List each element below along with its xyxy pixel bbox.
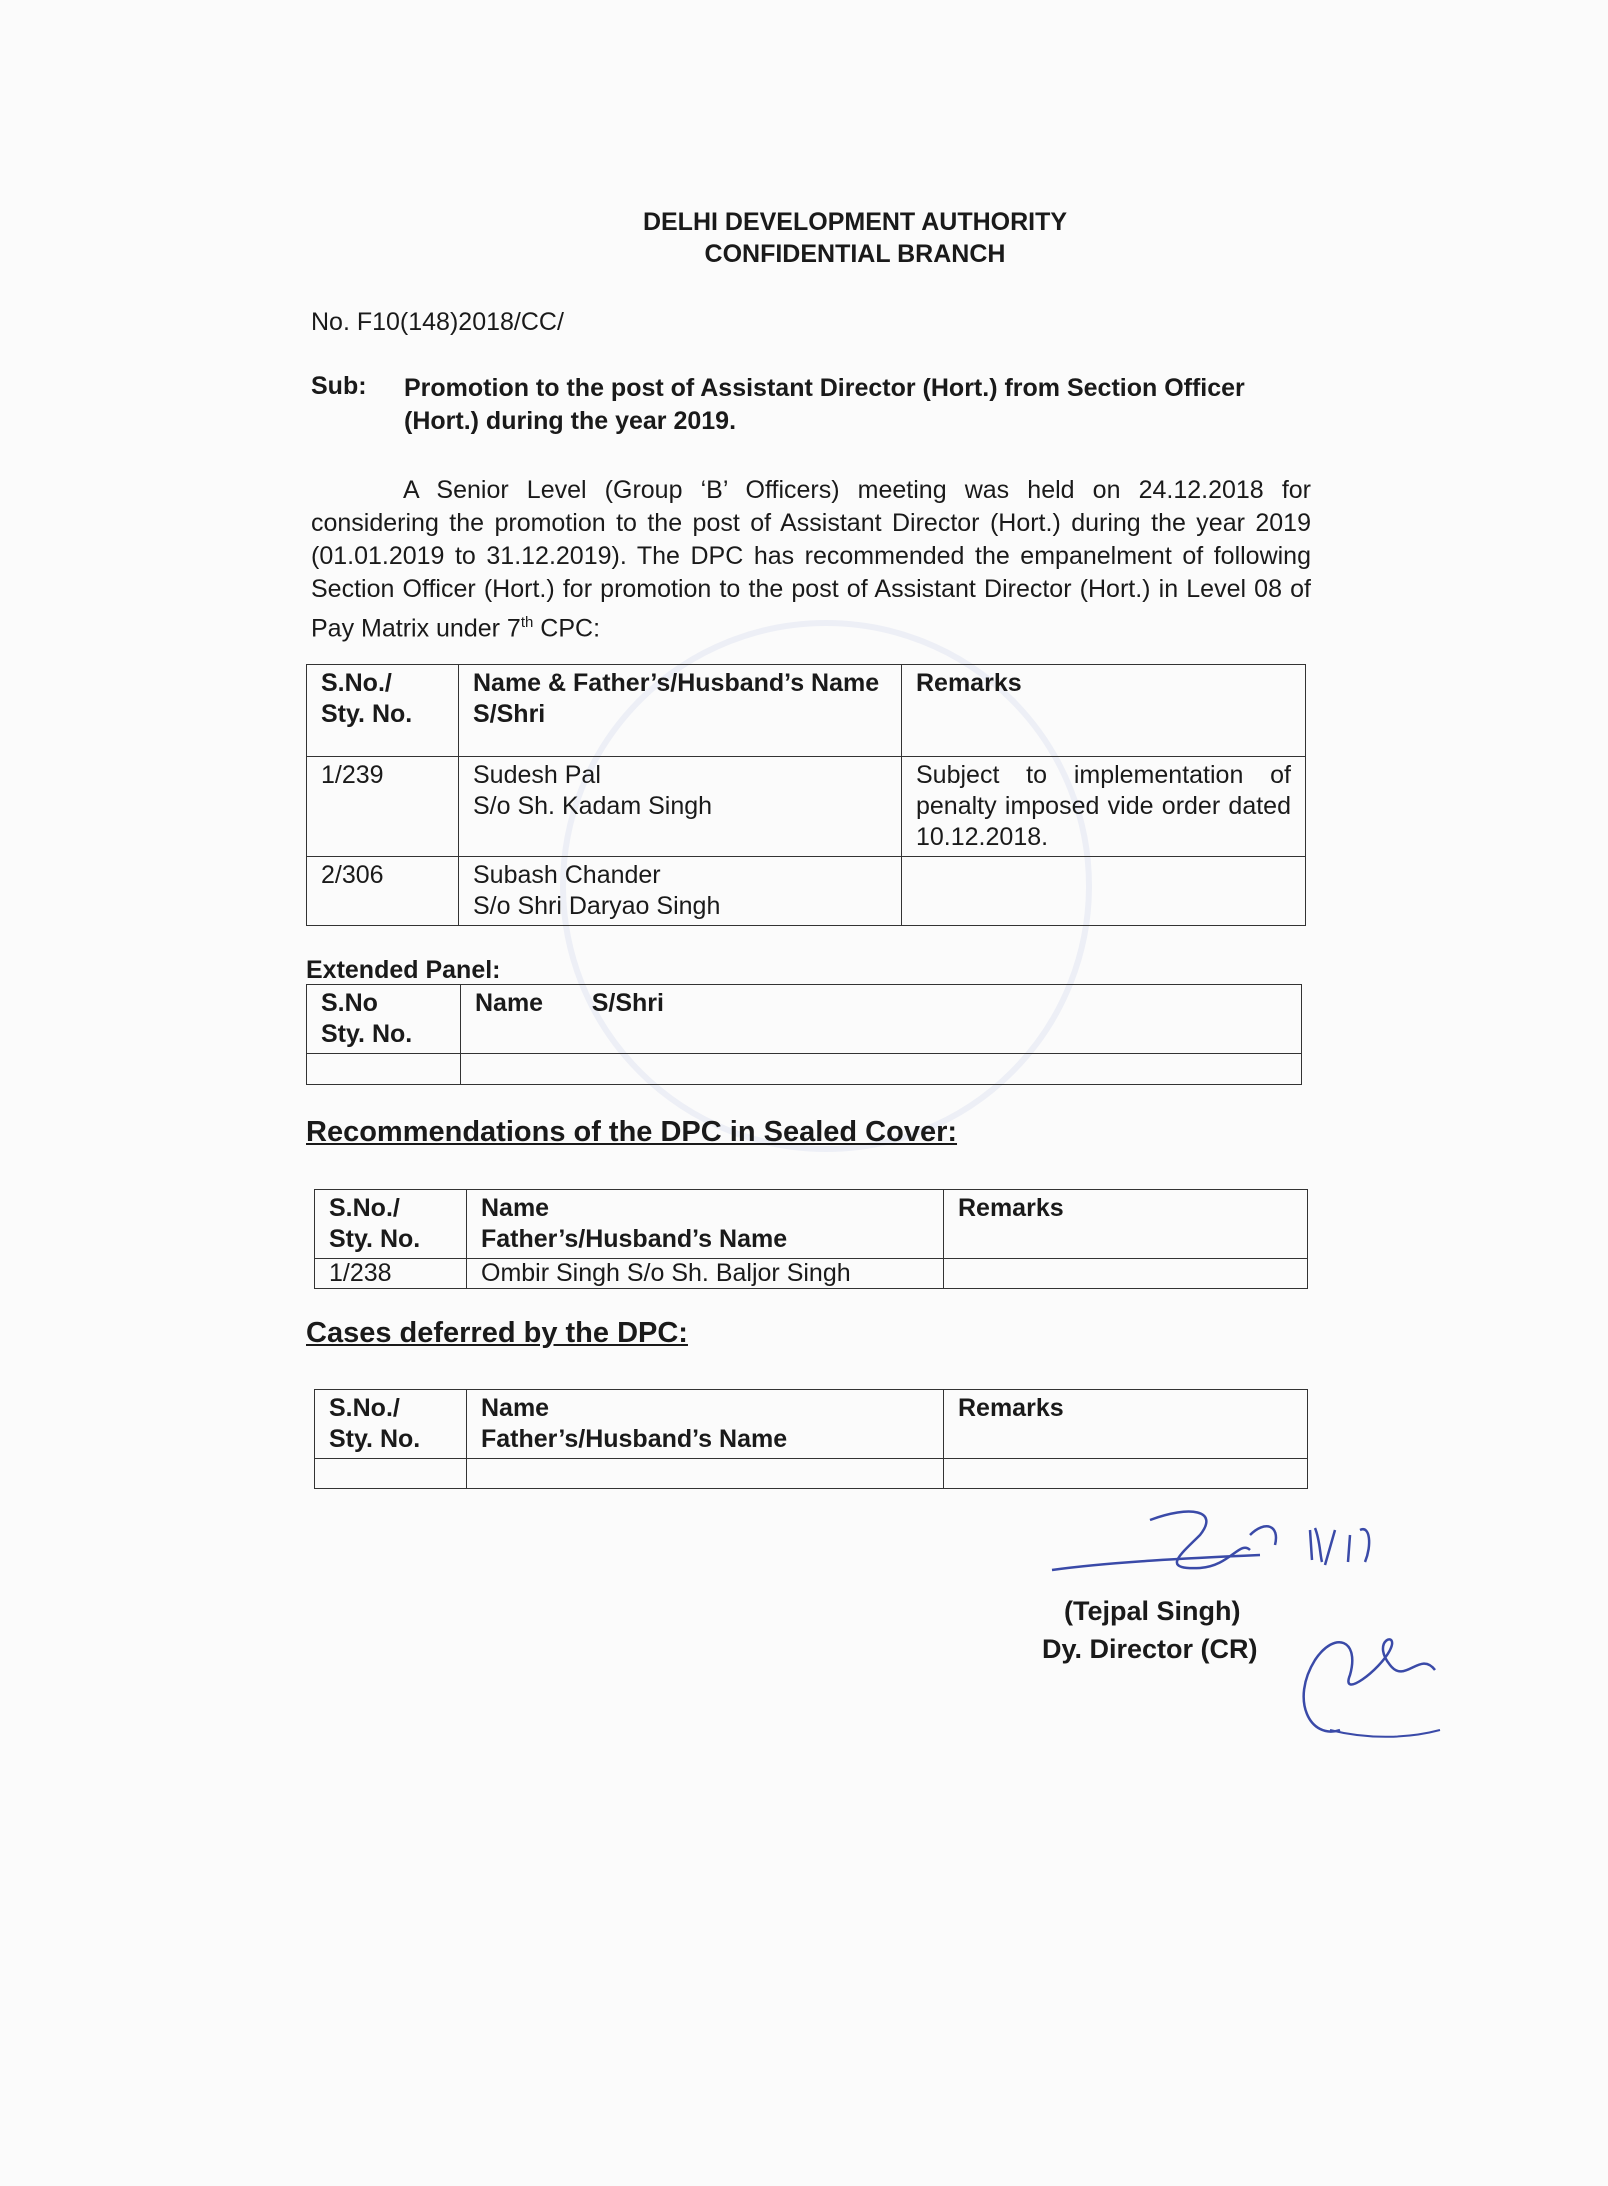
col-header-name: Name Father’s/Husband’s Name	[467, 1390, 944, 1459]
table-row-empty	[307, 1054, 1302, 1085]
table-row	[307, 857, 1306, 926]
row-remarks	[944, 1259, 1308, 1289]
org-title: DELHI DEVELOPMENT AUTHORITY	[642, 208, 1068, 236]
subject-label: Sub:	[311, 372, 367, 400]
col-header-sno: S.No Sty. No.	[307, 985, 461, 1054]
row-name: Ombir Singh S/o Sh. Baljor Singh	[467, 1259, 944, 1289]
empty-cell	[315, 1459, 467, 1489]
deferred-title: Cases deferred by the DPC:	[306, 1317, 688, 1349]
row-remarks	[902, 857, 1306, 926]
col-header-remarks: Remarks	[944, 1390, 1308, 1459]
sealed-cover-table	[314, 1189, 1308, 1289]
row-sno: 1/239	[307, 757, 459, 857]
row-name	[459, 857, 902, 926]
row-sno: 1/238	[315, 1259, 467, 1289]
row-name-primary: Subash Chander	[473, 861, 661, 889]
col-header-remarks: Remarks	[944, 1190, 1308, 1259]
subject-text: Promotion to the post of Assistant Director (Hort.) from Section Officer (Hort.) during the year 2019.	[404, 374, 1245, 435]
empty-cell	[307, 1054, 461, 1085]
row-name-relation: S/o Shri Daryao Singh	[473, 892, 721, 920]
empty-cell	[467, 1459, 944, 1489]
row-name-relation: S/o Sh. Kadam Singh	[473, 792, 713, 820]
reference-number: No. F10(148)2018/CC/	[311, 308, 564, 336]
sealed-cover-title: Recommendations of the DPC in Sealed Cover:	[306, 1116, 958, 1148]
empty-cell	[944, 1459, 1308, 1489]
body-paragraph	[311, 474, 1311, 645]
body-paragraph-text: A Senior Level (Group ‘B’ Officers) meeting was held on 24.12.2018 for considering the promotion to the post of Assistant Director (Hort.) during the year 2019 (01.01.2019 to 31.12.2019). The DPC has recommended the empanelment of following Section Officer (Hort.) for promotion to the post of Assistant Director (Hort.) in Level 08 of Pay Matrix under 7	[311, 476, 1311, 643]
row-name	[459, 757, 902, 857]
col-header-name: Name S/Shri	[461, 985, 1302, 1054]
col-header-name: Name Father’s/Husband’s Name	[467, 1190, 944, 1259]
col-header-remarks: Remarks	[902, 665, 1306, 757]
extended-panel-title: Extended Panel:	[306, 956, 501, 984]
empty-cell	[461, 1054, 1302, 1085]
table-row	[307, 757, 1306, 857]
col-header-sno: S.No./ Sty. No.	[315, 1390, 467, 1459]
table-row-empty	[315, 1459, 1308, 1489]
signatory-designation: Dy. Director (CR)	[1042, 1634, 1258, 1664]
col-header-name: Name & Father’s/Husband’s Name S/Shri	[459, 665, 902, 757]
col-header-sno: S.No./ Sty. No.	[307, 665, 459, 757]
body-paragraph-superscript: th	[520, 614, 534, 631]
extended-panel-table	[306, 984, 1302, 1085]
row-remarks: Subject to implementation of penalty imposed vide order dated 10.12.2018.	[902, 757, 1306, 857]
main-promotion-table	[306, 664, 1306, 926]
row-sno: 2/306	[307, 857, 459, 926]
branch-title: CONFIDENTIAL BRANCH	[704, 240, 1006, 268]
col-header-sno: S.No./ Sty. No.	[315, 1190, 467, 1259]
signatory-name: (Tejpal Singh)	[1064, 1596, 1241, 1626]
table-row	[315, 1259, 1308, 1289]
row-name-primary: Sudesh Pal	[473, 761, 601, 789]
deferred-table	[314, 1389, 1308, 1489]
body-paragraph-end: CPC:	[533, 614, 601, 643]
